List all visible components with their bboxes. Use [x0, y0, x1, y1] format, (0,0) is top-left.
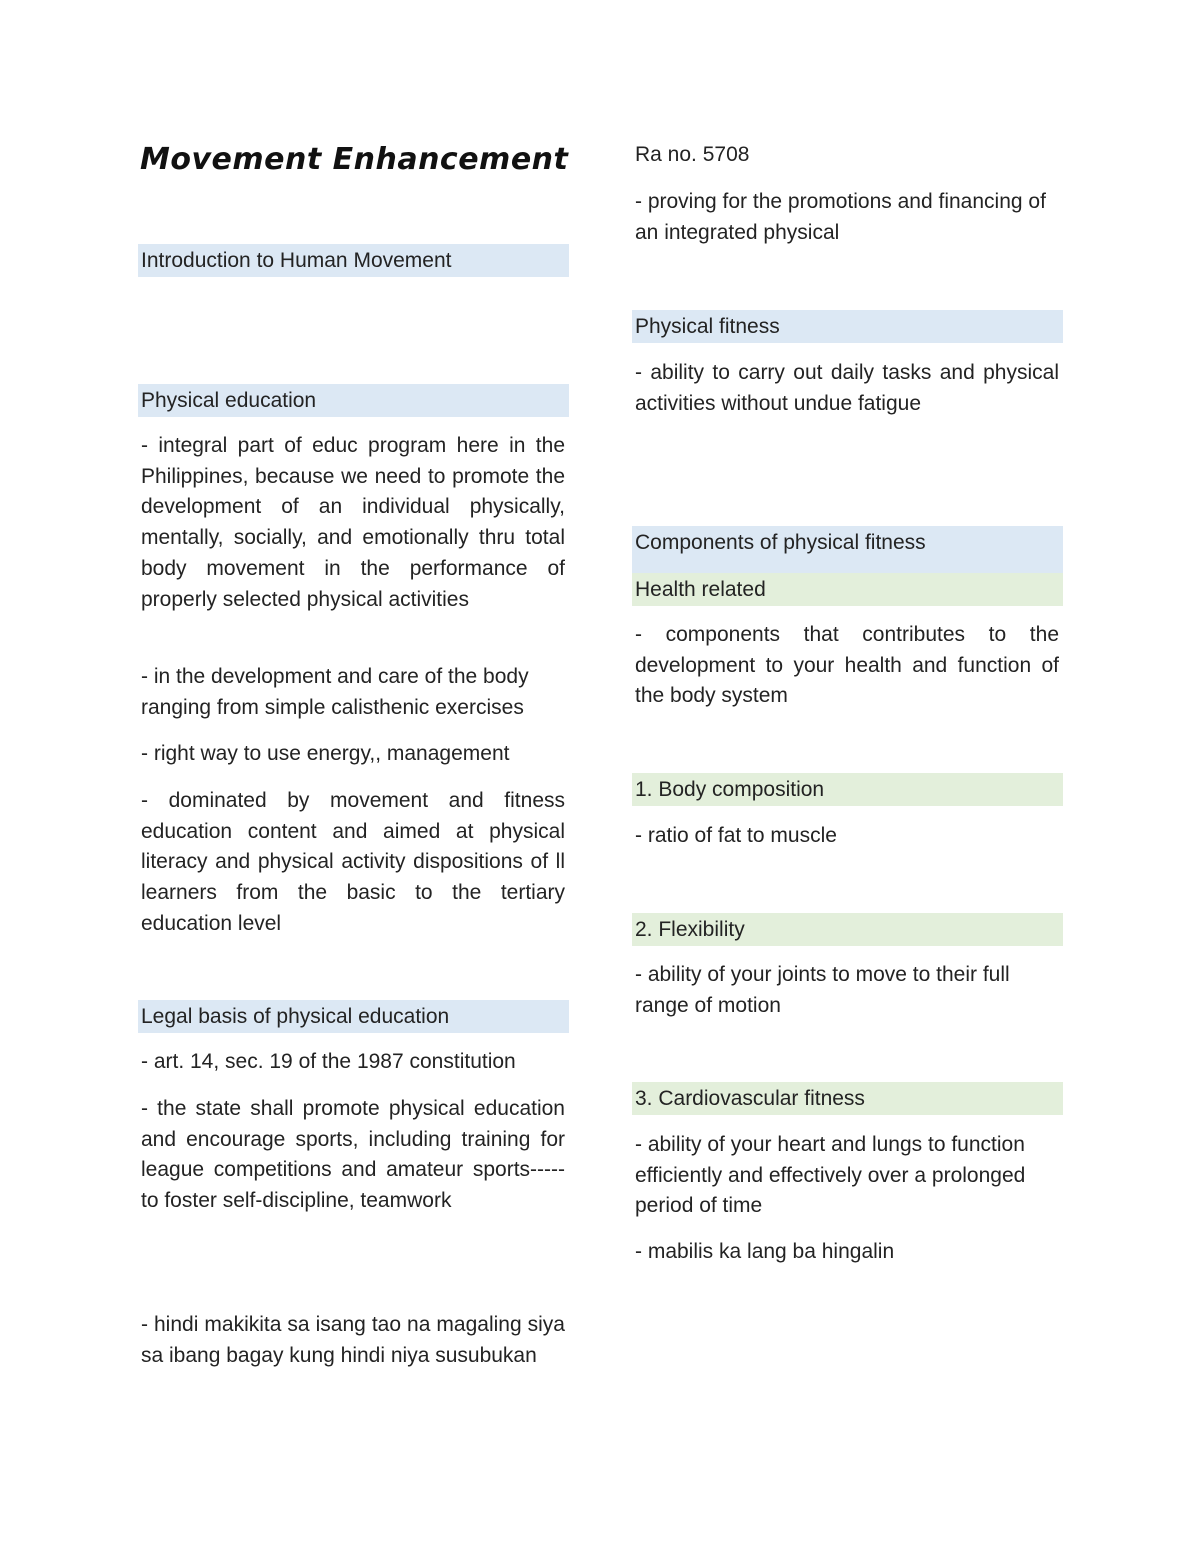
legal-point-2: - the state shall promote physical education and encourage sports, including training for league competitions and amateur sports----- to foster self-discipline, teamwork [141, 1097, 565, 1213]
pe-point-2: - in the development and care of the body ranging from simple calisthenic exercises [141, 665, 529, 719]
physical-fitness-heading: Physical fitness [632, 310, 1063, 343]
body-composition-description: - ratio of fat to muscle [635, 824, 837, 847]
flexibility-heading: 2. Flexibility [632, 913, 1063, 946]
physical-fitness-description: - ability to carry out daily tasks and physical activities without undue fatigue [635, 361, 1059, 415]
intro-heading: Introduction to Human Movement [138, 244, 569, 277]
health-related-heading: Health related [632, 573, 1063, 606]
cardiovascular-description: - ability of your heart and lungs to function efficiently and effectively over a prolonged period of time [635, 1133, 1026, 1218]
flexibility-description: - ability of your joints to move to their full range of motion [635, 963, 1010, 1017]
cardiovascular-note: - mabilis ka lang ba hingalin [635, 1240, 895, 1263]
pe-point-1: - integral part of educ program here in the Philippines, because we need to promote the development of an individual physically, mentally, socially, and emotionally thru total body movement in the performance of properly selected physical activities [141, 434, 565, 611]
health-related-description: - components that contributes to the development to your health and function of the body system [635, 623, 1059, 708]
cardiovascular-heading: 3. Cardiovascular fitness [632, 1082, 1063, 1115]
pe-point-4: - dominated by movement and fitness education content and aimed at physical literacy and physical activity dispositions of ll learners from the basic to the tertiary education level [141, 789, 565, 935]
page-title: Movement Enhancement [140, 142, 569, 177]
ra-title: Ra no. 5708 [635, 143, 750, 166]
legal-point-1: - art. 14, sec. 19 of the 1987 constitution [141, 1050, 516, 1073]
body-composition-heading: 1. Body composition [632, 773, 1063, 806]
pe-point-3: - right way to use energy,, management [141, 742, 510, 765]
ra-description: - proving for the promotions and financing of an integrated physical [635, 190, 1046, 244]
legal-basis-heading: Legal basis of physical education [138, 1000, 569, 1033]
components-heading: Components of physical fitness [632, 526, 1063, 573]
legal-point-3: - hindi makikita sa isang tao na magaling siya sa ibang bagay kung hindi niya susubukan [141, 1313, 565, 1367]
physical-education-heading: Physical education [138, 384, 569, 417]
